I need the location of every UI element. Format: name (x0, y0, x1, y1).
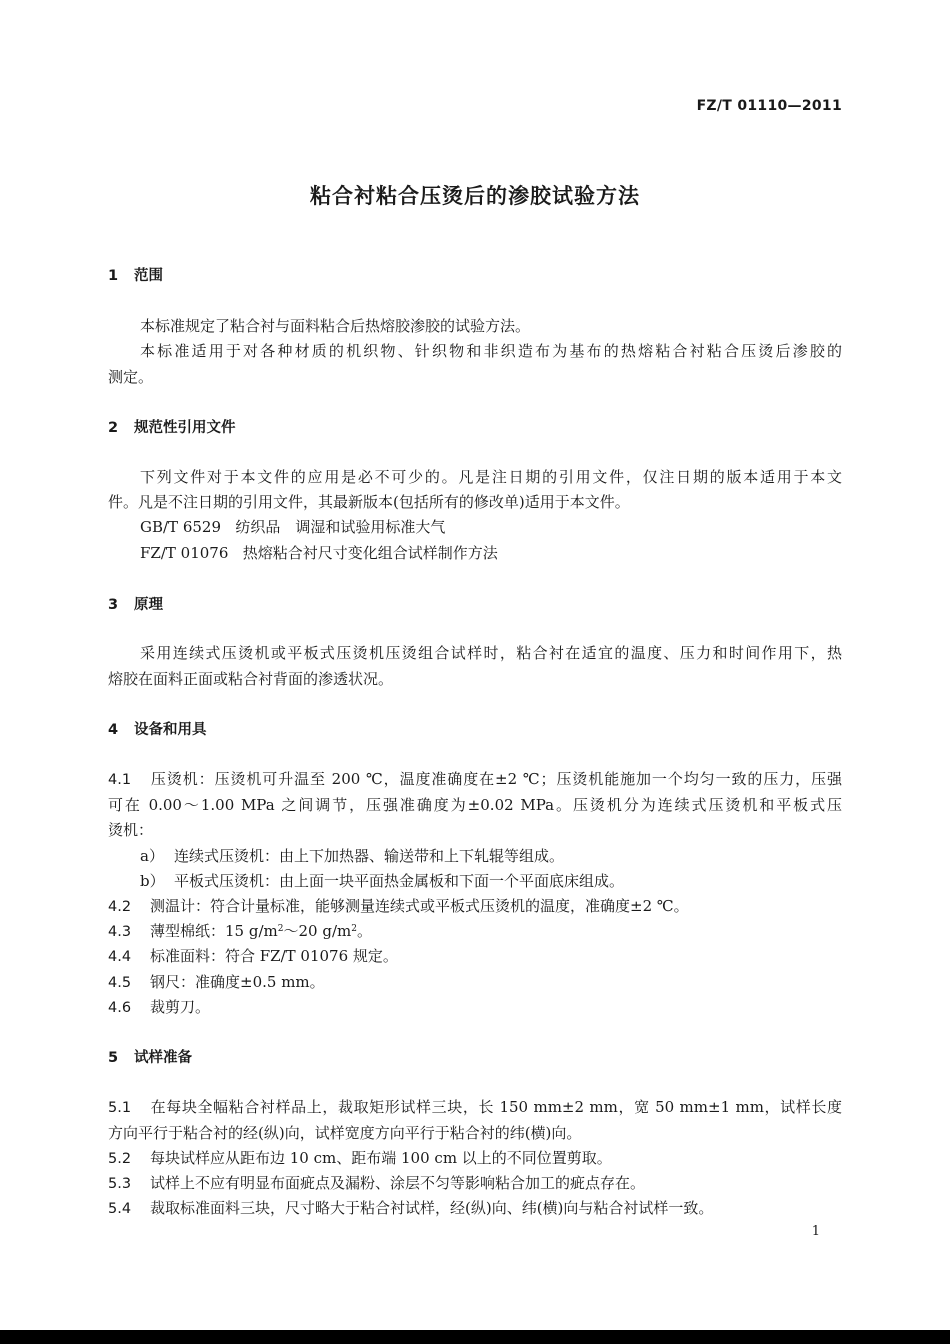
paragraph: 本标准适用于对各种材质的机织物、针织物和非织造布为基布的热熔粘合衬粘合压烫后渗胶的 (140, 342, 842, 360)
section-number: 2 (108, 420, 119, 436)
paragraph: 下列文件对于本文件的应用是必不可少的。凡是注日期的引用文件，仅注日期的版本适用于本文 (140, 468, 842, 486)
page-number: 1 (811, 1224, 820, 1239)
clause-number: 4.1 (108, 772, 132, 788)
reference-code: GB/T 6529 (140, 518, 222, 536)
paragraph-continuation: 熔胶在面料正面或粘合衬背面的渗透状况。 (108, 670, 394, 688)
clause-text: 在每块全幅粘合衬样品上，裁取矩形试样三块，长 150 mm±2 mm，宽 50 mm±1 mm，试样长度 (150, 1098, 842, 1116)
section-4-heading (108, 718, 207, 739)
clause-number: 4.3 (108, 924, 132, 940)
clause-4-1 (108, 768, 842, 789)
clause-text: 测温计：符合计量标准，能够测量连续式或平板式压烫机的温度，准确度±2 ℃。 (150, 897, 689, 915)
clause-continuation: 可在 0.00～1.00 MPa 之间调节，压强准确度为±0.02 MPa。压烫机分为连续式压烫机和平板式压 (108, 796, 842, 814)
clause-4-2 (108, 895, 689, 916)
normative-reference (140, 542, 498, 563)
clause-number: 5.2 (108, 1151, 132, 1167)
paragraph-continuation: 测定。 (108, 368, 154, 386)
clause-text: 试样上不应有明显布面疵点及漏粉、涂层不匀等影响粘合加工的疵点存在。 (150, 1174, 646, 1192)
section-number: 4 (108, 722, 119, 738)
section-5-heading (108, 1046, 192, 1067)
paragraph-continuation: 件。凡是不注日期的引用文件，其最新版本(包括所有的修改单)适用于本文件。 (108, 493, 630, 511)
section-number: 1 (108, 268, 119, 284)
clause-continuation: 烫机： (108, 821, 154, 839)
clause-text: 每块试样应从距布边 10 cm、距布端 100 cm 以上的不同位置剪取。 (150, 1149, 612, 1167)
list-text: 平板式压烫机：由上面一块平面热金属板和下面一个平面底床组成。 (174, 872, 625, 890)
list-item (140, 870, 624, 891)
list-label: b） (140, 872, 165, 890)
section-title: 规范性引用文件 (134, 420, 236, 436)
clause-number: 4.5 (108, 975, 132, 991)
section-1-heading (108, 264, 163, 285)
clause-text: 标准面料：符合 FZ/T 01076 规定。 (150, 947, 398, 965)
section-number: 5 (108, 1050, 119, 1066)
clause-5-2 (108, 1147, 612, 1168)
clause-text: 钢尺：准确度±0.5 mm。 (150, 973, 325, 991)
reference-code: FZ/T 01076 (140, 544, 229, 562)
clause-4-6 (108, 996, 210, 1017)
clause-5-3 (108, 1172, 645, 1193)
clause-text: 薄型棉纸：15 g/m (150, 922, 278, 940)
section-title: 范围 (134, 268, 163, 284)
bottom-edge-bar (0, 1330, 950, 1344)
normative-reference (140, 516, 445, 537)
clause-number: 5.4 (108, 1201, 132, 1217)
section-title: 原理 (134, 597, 163, 613)
paragraph: 本标准规定了粘合衬与面料粘合后热熔胶渗胶的试验方法。 (140, 317, 531, 335)
section-3-heading (108, 593, 163, 614)
clause-continuation: 方向平行于粘合衬的经(纵)向，试样宽度方向平行于粘合衬的纬(横)向。 (108, 1124, 582, 1142)
list-text: 连续式压烫机：由上下加热器、输送带和上下轧辊等组成。 (174, 847, 565, 865)
clause-number: 5.1 (108, 1100, 132, 1116)
clause-5-4 (108, 1197, 713, 1218)
clause-number: 5.3 (108, 1176, 132, 1192)
section-number: 3 (108, 597, 119, 613)
clause-number: 4.2 (108, 899, 132, 915)
clause-text: 压烫机：压烫机可升温至 200 ℃，温度准确度在±2 ℃；压烫机能施加一个均匀一致的压力，压强 (150, 770, 842, 788)
clause-number: 4.4 (108, 949, 132, 965)
clause-text: 。 (356, 922, 372, 940)
document-title: 粘合衬粘合压烫后的渗胶试验方法 (310, 184, 640, 208)
clause-4-3 (108, 920, 372, 941)
section-2-heading (108, 416, 236, 437)
clause-number: 4.6 (108, 1000, 132, 1016)
clause-5-1 (108, 1096, 842, 1117)
clause-text: 裁剪刀。 (150, 998, 211, 1016)
standard-code: FZ/T 01110—2011 (696, 98, 842, 114)
clause-4-5 (108, 971, 325, 992)
list-item (140, 845, 564, 866)
clause-text: 裁取标准面料三块，尺寸略大于粘合衬试样，经(纵)向、纬(横)向与粘合衬试样一致。 (150, 1199, 714, 1217)
superscript: 2 (277, 924, 284, 934)
superscript: 2 (351, 924, 357, 934)
section-title: 试样准备 (134, 1050, 192, 1066)
clause-text: ～20 g/m (283, 922, 352, 940)
reference-title: 纺织品 调湿和试验用标准大气 (235, 518, 446, 536)
clause-4-4 (108, 945, 398, 966)
section-title: 设备和用具 (134, 722, 207, 738)
reference-title: 热熔粘合衬尺寸变化组合试样制作方法 (242, 544, 498, 562)
list-label: a） (140, 847, 164, 865)
paragraph: 采用连续式压烫机或平板式压烫机压烫组合试样时，粘合衬在适宜的温度、压力和时间作用下，热 (140, 644, 842, 662)
